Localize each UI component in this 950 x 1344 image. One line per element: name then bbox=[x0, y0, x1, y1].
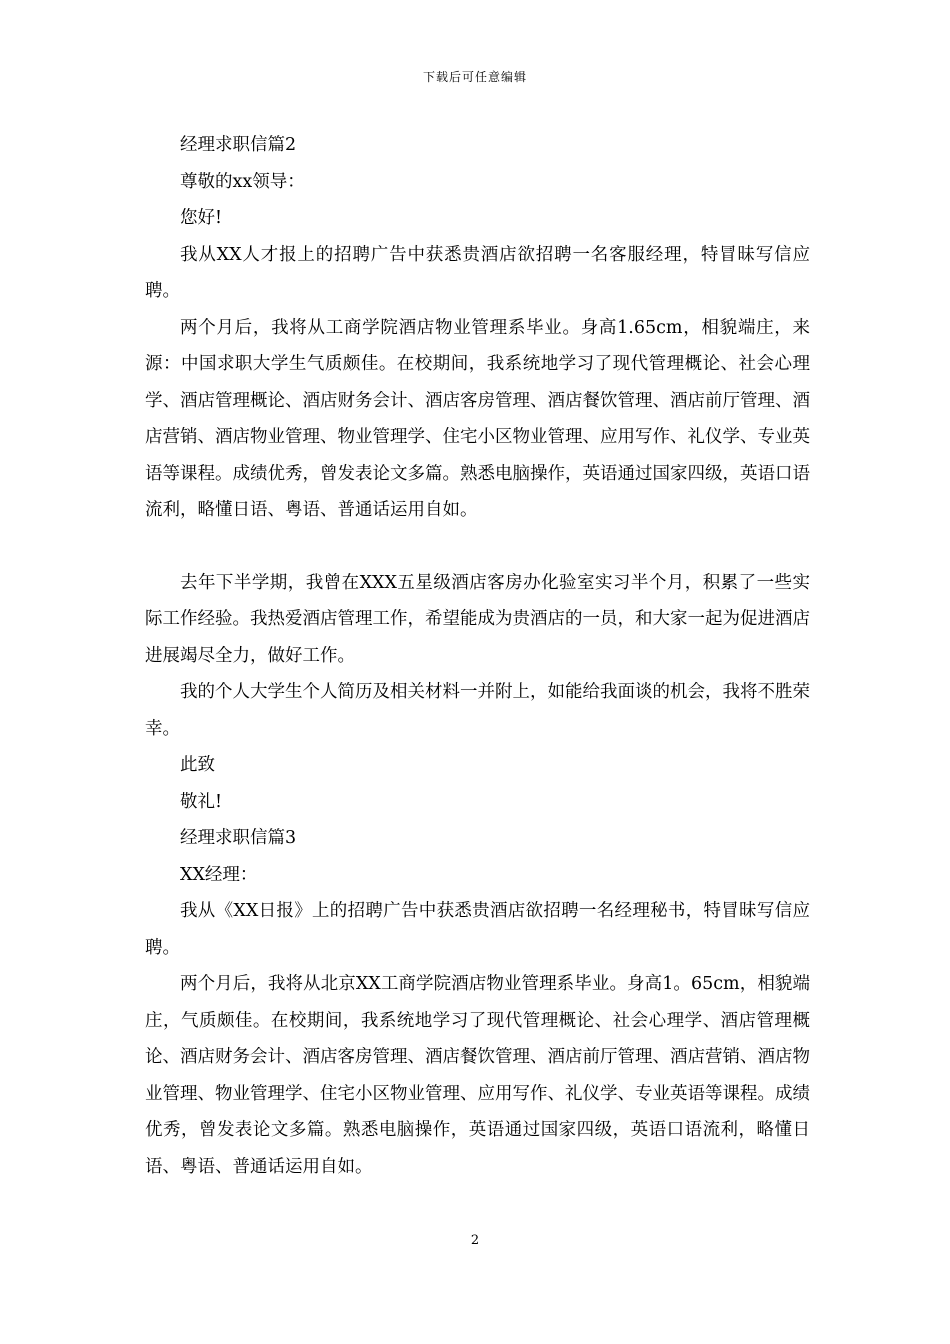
section-title: 经理求职信篇2 bbox=[180, 135, 297, 155]
body-paragraph: 我的个人大学生个人简历及相关材料一并附上，如能给我面谈的机会，我将不胜荣幸。 bbox=[145, 682, 810, 739]
closing-regards: 敬礼! bbox=[180, 791, 223, 812]
salutation: 尊敬的xx领导： bbox=[180, 171, 305, 192]
body-paragraph: 我从《XX日报》上的招聘广告中获悉贵酒店欲招聘一名经理秘书，特冒昧写信应聘。 bbox=[145, 901, 810, 958]
greeting: 您好! bbox=[180, 208, 223, 228]
body-paragraph: 去年下半学期，我曾在XXX五星级酒店客房办化验室实习半个月，积累了一些实际工作经验。我热爱酒店管理工作，希望能成为贵酒店的一员，和大家一起为促进酒店进展竭尽全力，做好工作。 bbox=[145, 572, 810, 666]
salutation: XX经理： bbox=[180, 864, 258, 885]
closing: 此致 bbox=[180, 755, 215, 775]
body-paragraph: 两个月后，我将从北京XX工商学院酒店物业管理系毕业。身高1。65cm，相貌端庄，气质颇佳。在校期间，我系统地学习了现代管理概论、社会心理学、酒店管理概论、酒店财务会计、酒店客房管理、酒店餐饮管理、酒店前厅管理、酒店营销、酒店物业管理、物业管理学、住宅小区物业管理、应用写作、礼仪学、专业英语等课程。成绩优秀，曾发表论文多篇。熟悉电脑操作，英语通过国家四级，英语口语流利，略懂日语、粤语、普通话运用自如。 bbox=[145, 974, 810, 1177]
page-number: 2 bbox=[470, 1233, 480, 1248]
page-header: 下载后可任意编辑 bbox=[422, 70, 527, 84]
body-paragraph: 我从XX人才报上的招聘广告中获悉贵酒店欲招聘一名客服经理，特冒昧写信应聘。 bbox=[145, 244, 810, 301]
body-paragraph: 两个月后，我将从工商学院酒店物业管理系毕业。身高1.65cm，相貌端庄，来源：中国求职大学生气质颇佳。在校期间，我系统地学习了现代管理概论、社会心理学、酒店管理概论、酒店财务会计、酒店客房管理、酒店餐饮管理、酒店前厅管理、酒店营销、酒店物业管理、物业管理学、住宅小区物业管理、应用写作、礼仪学、专业英语等课程。成绩优秀，曾发表论文多篇。熟悉电脑操作，英语通过国家四级，英语口语流利，略懂日语、粤语、普通话运用自如。 bbox=[145, 317, 810, 520]
section-title: 经理求职信篇3 bbox=[180, 828, 297, 848]
document-body bbox=[145, 127, 810, 1185]
